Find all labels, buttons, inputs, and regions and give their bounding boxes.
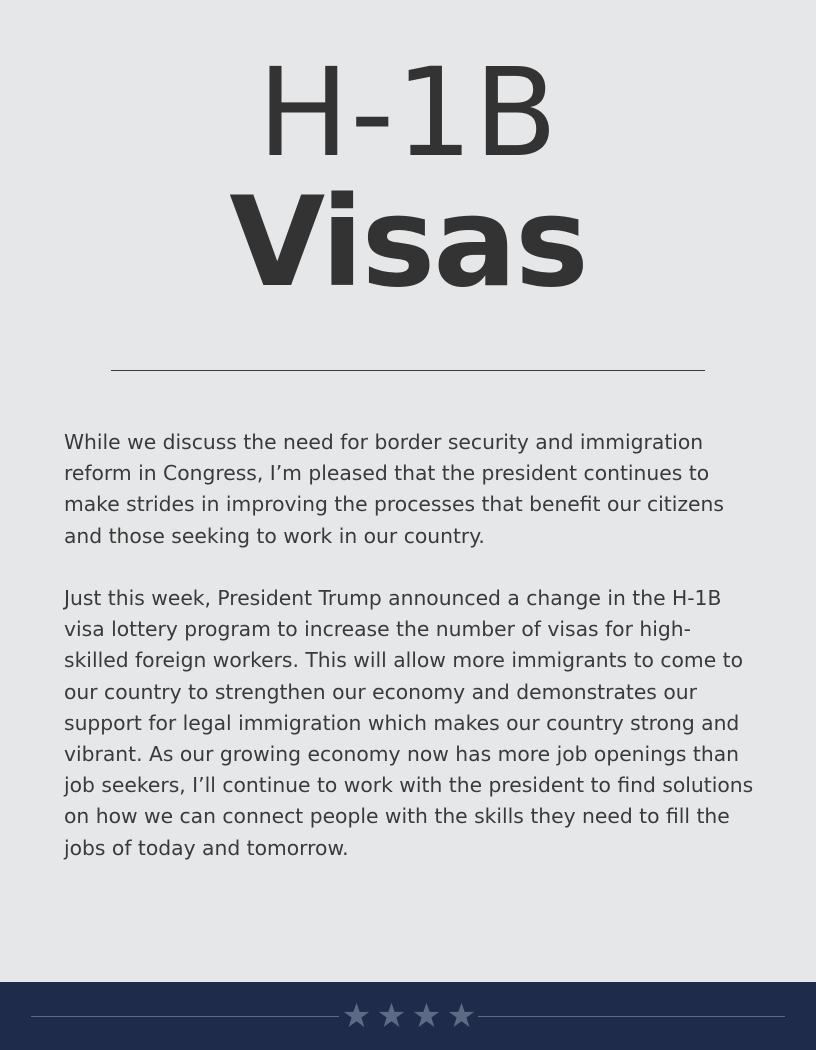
star-icon <box>412 1001 441 1030</box>
title-divider <box>111 370 705 371</box>
star-icon <box>447 1001 476 1030</box>
footer-stars <box>339 997 478 1033</box>
footer-rule-left <box>31 1016 339 1017</box>
paragraph-2: Just this week, President Trump announced a change in the H-1B visa lottery program to increase the number of visas for high-skilled foreign workers. This will allow more immigrants to come to our country to strengthen our economy and demonstrates our support for legal immigration which makes our country strong and vibrant. As our growing economy now has more job openings than job seekers, I’ll continue to work with the president to find solutions on how we can connect people with the skills they need to fill the jobs of today and tomorrow. <box>64 586 754 860</box>
page-title-line2: Visas <box>229 171 587 315</box>
title-block <box>0 42 816 315</box>
footer-bar <box>0 982 816 1050</box>
page-title-line1: H-1B <box>257 42 559 184</box>
body-text <box>64 427 754 895</box>
star-icon <box>377 1001 406 1030</box>
footer-rule-right <box>478 1016 785 1017</box>
star-icon <box>342 1001 371 1030</box>
paragraph-1: While we discuss the need for border security and immigration reform in Congress, I’m pleased that the president continues to make strides in improving the processes that benefit our citizens and those seeking to work in our country. <box>64 430 724 548</box>
